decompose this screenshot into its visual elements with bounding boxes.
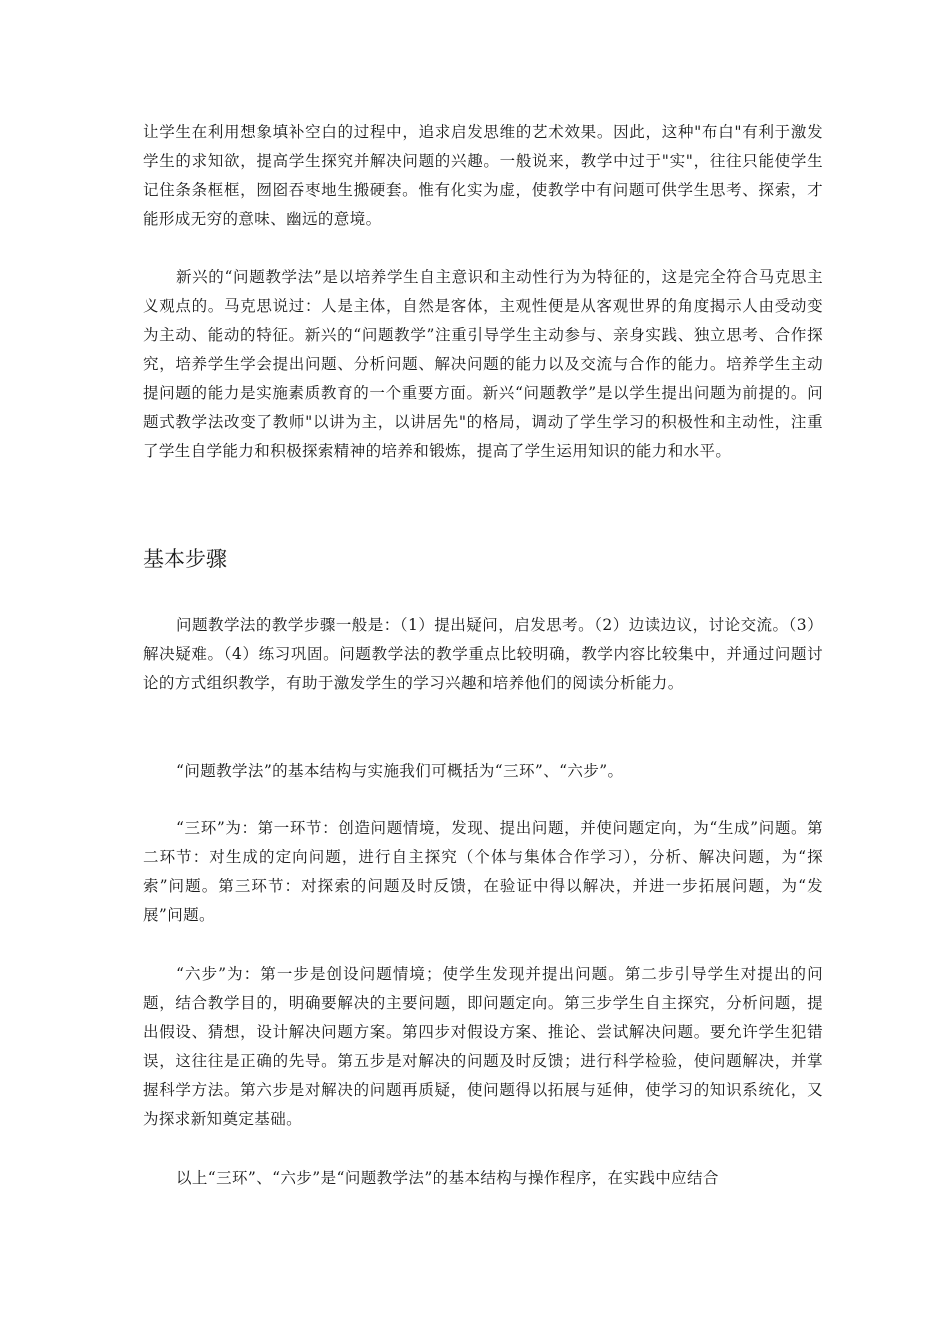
- paragraph-3: 问题教学法的教学步骤一般是：（1）提出疑问，启发思考。（2）边读边议，讨论交流。（3）解决疑难。（4）练习巩固。问题教学法的教学重点比较明确，教学内容比较集中，并通过问题讨论的方式组织教学，有助于激发学生的学习兴趣和培养他们的阅读分析能力。: [143, 616, 823, 692]
- paragraph-4: “问题教学法”的基本结构与实施我们可概括为“三环”、“六步”。: [176, 762, 624, 780]
- paragraph-5: “三环”为：第一环节：创造问题情境，发现、提出问题，并使问题定向，为“生成”问题。第二环节：对生成的定向问题，进行自主探究（个体与集体合作学习），分析、解决问题，为“探索”问题。第三环节：对探索的问题及时反馈，在验证中得以解决，并进一步拓展问题，为“发展”问题。: [143, 819, 823, 924]
- section-heading: 基本步骤: [143, 547, 227, 571]
- paragraph-1: 让学生在利用想象填补空白的过程中，追求启发思维的艺术效果。因此，这种"布白"有利于激发学生的求知欲，提高学生探究并解决问题的兴趣。一般说来，教学中过于"实"，往往只能使学生记住条条框框，囫囵吞枣地生搬硬套。惟有化实为虚，使教学中有问题可供学生思考、探索，才能形成无穷的意味、幽远的意境。: [143, 123, 823, 228]
- paragraph-6: “六步”为：第一步是创设问题情境；使学生发现并提出问题。第二步引导学生对提出的问题，结合教学目的，明确要解决的主要问题，即问题定向。第三步学生自主探究，分析问题，提出假设、猜想，设计解决问题方案。第四步对假设方案、推论、尝试解决问题。要允许学生犯错误，这往往是正确的先导。第五步是对解决的问题及时反馈；进行科学检验，使问题解决，并掌握科学方法。第六步是对解决的问题再质疑，使问题得以拓展与延伸，使学习的知识系统化，又为探求新知奠定基础。: [143, 965, 823, 1128]
- paragraph-7: 以上“三环”、“六步”是“问题教学法”的基本结构与操作程序，在实践中应结合: [176, 1169, 719, 1187]
- paragraph-2: 新兴的“问题教学法”是以培养学生自主意识和主动性行为为特征的，这是完全符合马克思主义观点的。马克思说过：人是主体，自然是客体，主观性便是从客观世界的角度揭示人由受动变为主动、能动的特征。新兴的“问题教学”注重引导学生主动参与、亲身实践、独立思考、合作探究，培养学生学会提出问题、分析问题、解决问题的能力以及交流与合作的能力。培养学生主动提问题的能力是实施素质教育的一个重要方面。新兴“问题教学”是以学生提出问题为前提的。问题式教学法改变了教师"以讲为主，以讲居先"的格局，调动了学生学习的积极性和主动性，注重了学生自学能力和积极探索精神的培养和锻炼，提高了学生运用知识的能力和水平。: [143, 268, 823, 460]
